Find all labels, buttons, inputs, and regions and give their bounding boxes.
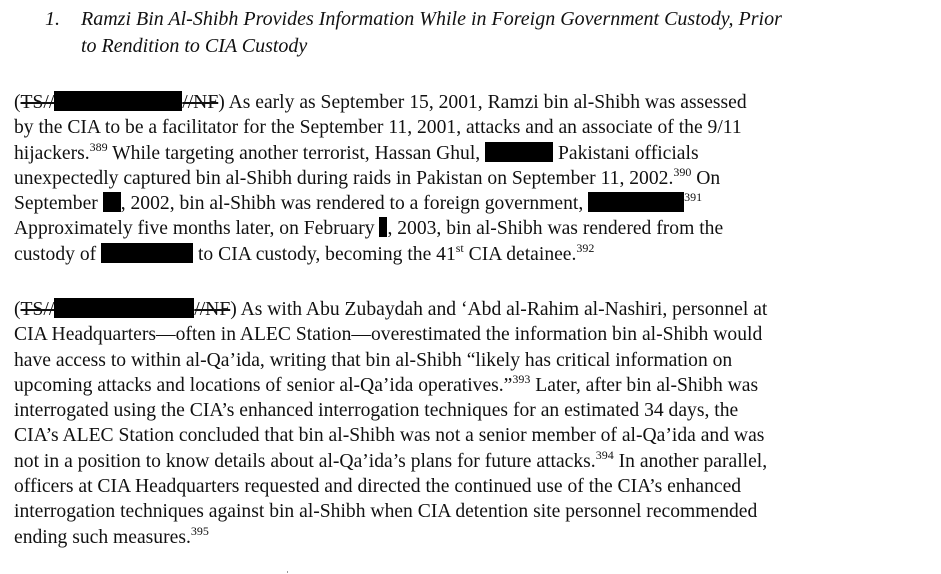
p2-line-10: ending such measures.$^{395}$: [14, 523, 209, 548]
redaction-block: [103, 192, 121, 212]
redaction-block: [485, 142, 553, 162]
footnote-ref: 393: [512, 371, 531, 386]
p2-line-2: CIA Headquarters—often in ALEC Station—overestimated the information bin al-Shibh would: [14, 324, 763, 346]
footnote-ref: 392: [576, 240, 595, 255]
classification-marking: (TS// //NF): [14, 92, 225, 113]
footnote-ref: 390: [673, 164, 692, 179]
footnote-ref: 391: [684, 190, 703, 205]
ordinal-suffix: st: [455, 240, 464, 255]
heading-text-1: Ramzi Bin Al-Shibh Provides Information While in Foreign Government Custody, Prior: [81, 8, 782, 30]
footnote-ref: 395: [190, 523, 209, 538]
p2-line-6: CIA’s ALEC Station concluded that bin al-Shibh was not a senior member of al-Qa’ida and was: [14, 425, 765, 447]
p2-line-9: interrogation techniques against bin al-Shibh when CIA detention site personnel recommended: [14, 501, 758, 523]
p1-line-3: hijackers.$^{389}$ While targeting another terrorist, Hassan Ghul, Pakistani officials: [14, 139, 699, 164]
p1-line-6: Approximately five months later, on February , 2003, bin al-Shibh was rendered from the: [14, 218, 724, 240]
footnote-ref: 394: [595, 447, 614, 462]
p1-line-1: (TS// //NF) As early as September 15, 2001, Ramzi bin al-Shibh was assessed: [14, 92, 747, 113]
p2-line-8: officers at CIA Headquarters requested and directed the continued use of the CIA’s enhanced: [14, 476, 742, 498]
p2-line-5: interrogated using the CIA’s enhanced interrogation techniques for an estimated 34 days, the: [14, 400, 739, 422]
p1-line-5: September , 2002, bin al-Shibh was rendered to a foreign government, $^{391}$: [14, 190, 703, 215]
paragraph-2: [14, 297, 939, 550]
p2-line-3: have access to within al-Qa’ida, writing that bin al-Shibh “likely has critical information on: [14, 349, 733, 371]
p1-line-7: custody of to CIA custody, becoming the 41st CIA detainee.$^{392}$: [14, 240, 595, 265]
heading-number: 1.: [45, 8, 60, 30]
redaction-block: [101, 243, 193, 263]
section-heading: [45, 6, 925, 60]
p2-line-7: not in a position to know details about al-Qa’ida’s plans for future attacks.$^{394}$ In another parallel,: [14, 447, 768, 472]
p1-line-4: unexpectedly captured bin al-Shibh during raids in Pakistan on September 11, 2002.$^{390}$ On: [14, 164, 721, 189]
p1-line-2: by the CIA to be a facilitator for the September 11, 2001, attacks and an associate of the 9/11: [14, 117, 742, 139]
p2-line-4: upcoming attacks and locations of senior al-Qa’ida operatives.”$^{393}$ Later, after bin al-Shibh was: [14, 371, 759, 396]
redaction-block: [588, 192, 684, 212]
p2-line-1: (TS// //NF) As with Abu Zubaydah and ‘Abd al-Rahim al-Nashiri, personnel at: [14, 299, 768, 320]
redaction-block: [54, 91, 182, 111]
heading-line-1: [45, 8, 782, 30]
redaction-block: [54, 298, 194, 318]
classification-marking: (TS// //NF): [14, 299, 237, 320]
footnote-ref: 389: [89, 139, 108, 154]
heading-line-2: to Rendition to CIA Custody: [81, 35, 308, 57]
scan-mark: [287, 571, 288, 573]
paragraph-1: [14, 90, 939, 267]
